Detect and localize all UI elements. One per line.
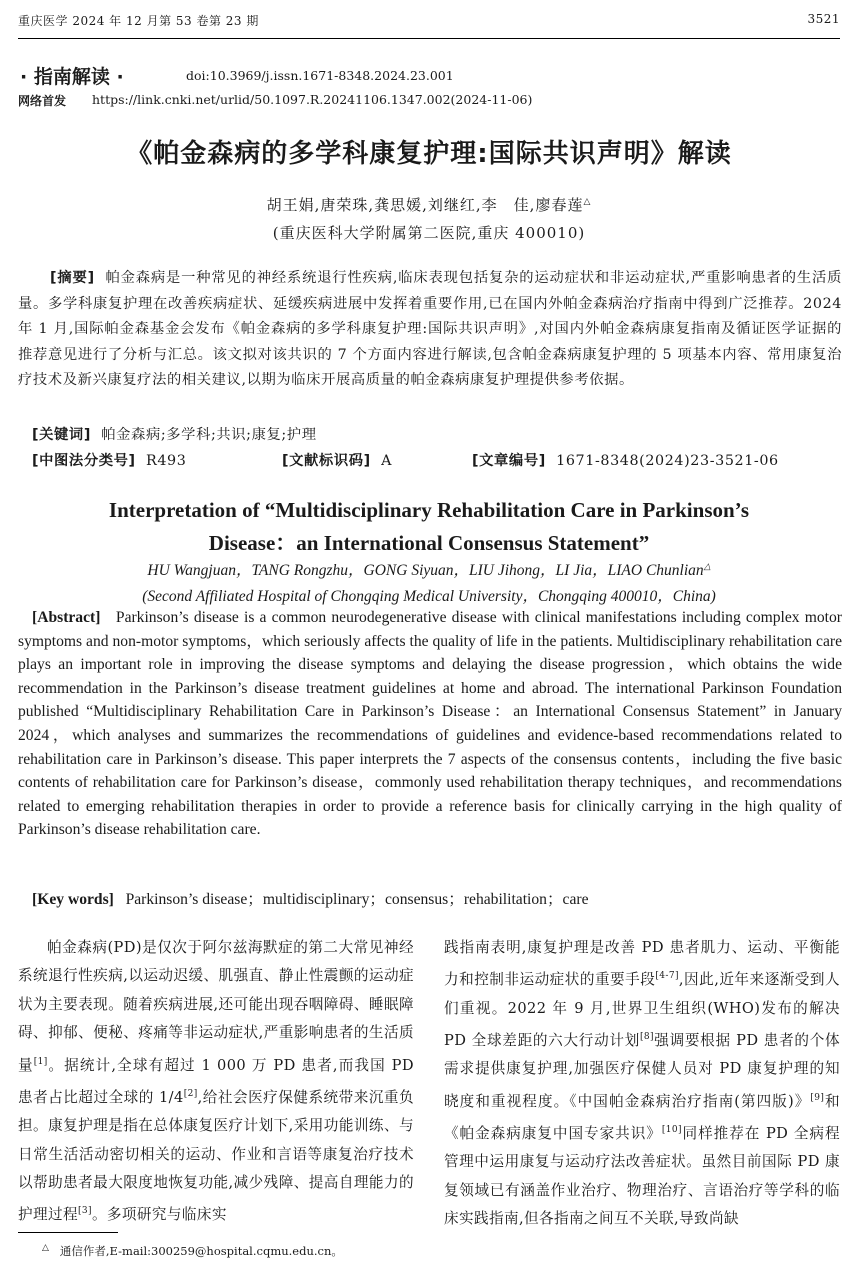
body-right-p5: 同样推荐在 PD 全病程管理中运用康复与运动疗法改善症状。虽然目前国际 PD 康复领域已有涵盖作业治疗、物理治疗、言语治疗等学科的临床实践指南,但各指南之间互不关联,导致尚缺 [444,1124,840,1228]
body-right-p2: ,因此,近年来逐渐受到人们重视。2022 年 9 月,世界卫生组织(WHO)发布的解决 PD 全球差距的六大行动计划 [444,971,840,1049]
title-en-line2: Disease：an International Consensus Statement” [208,531,650,555]
title-cn: 《帕金森病的多学科康复护理:国际共识声明》解读 [126,139,732,169]
keywords-en [32,887,589,909]
citation-3[interactable]: [3] [77,1206,92,1217]
doc-label: [文献标识码] [282,453,371,469]
online-url[interactable]: https://link.cnki.net/urlid/50.1097.R.20241106.1347.002(2024-11-06) [92,92,533,107]
document-code [282,450,392,470]
page-number: 3521 [807,12,840,26]
keywords-cn-text: 帕金森病;多学科;共识;康复;护理 [101,427,317,443]
body-column-left [18,934,414,1230]
footnote-text: 通信作者,E-mail:300259@hospital.cqmu.edu.cn。 [59,1244,343,1258]
art-label: [文章编号] [472,453,546,469]
abstract-en-label: [Abstract] [32,609,101,626]
clc-label: [中图法分类号] [32,453,136,469]
footnote [42,1243,343,1259]
body-left-p3: ,给社会医疗保健系统带来沉重负担。康复护理是指在总体康复医疗计划下,采用功能训练、与日常生活活动密切相关的运动、作业和言语等康复治疗技术以帮助患者最大限度地恢复功能,减少残障、提高自理能力的护理过程 [18,1088,415,1224]
art-value: 1671-8348(2024)23-3521-06 [556,453,779,469]
body-right-p1: 践指南表明,康复护理是改善 PD 患者肌力、运动、平衡能力和控制非运动症状的重要手段 [444,939,840,989]
clc-number [32,450,186,470]
abstract-cn-text: 帕金森病是一种常见的神经系统退行性疾病,临床表现包括复杂的运动症状和非运动症状,严重影响患者的生活质量。多学科康复护理在改善疾病症状、延缓疾病进展中发挥着重要作用,已在国内外帕金森病治疗指南中得到广泛推荐。2024 年 1 月,国际帕金森基金会发布《帕金森病的多学科康复护理:国际共识声明》,对国内外帕金森病康复指南及循证医学证据的推荐意见进行了分析与汇总。该文拟对该共识的 7 个方面内容进行解读,包含帕金森病康复护理的 5 项基本内容、常用康复治疗技术及新兴康复疗法的相关建议,以期为临床开展高质量的帕金森病康复护理提供参考依据。 [18,270,842,389]
abstract-en [18,606,842,842]
authors-cn-text: 胡王娟,唐荣珠,龚思媛,刘继红,李 佳,廖春莲 [266,196,584,214]
abstract-en-text: Parkinson’s disease is a common neurodegenerative disease with clinical manifestations including complex motor symptoms and non-motor symptoms，which seriously affects the quality of life in the patients. Multidisciplinary rehabilitation care plays an important role in improving the disease symptoms and delaying the disease progression，which obtains the wide recommendation in the Parkinson’s disease treatment guidelines at home and abroad. The international Parkinson Foundation published “Multidisciplinary Rehabilitation Care in Parkinson’s Disease：an International Consensus Statement” in January 2024，which analyses and summarizes the recommendations of guidelines and evidence-based recommendations related to rehabilitation care in Parkinson’s disease. This paper interprets the 7 aspects of the consensus contents，including the five basic contents of rehabilitation care for Parkinson’s disease，commonly used rehabilitation therapy techniques，and recommendations related to emerging rehabilitation therapies in order to provide a reference basis for clinically carrying in the high quality of Parkinson’s disease rehabilitation care. [18,609,842,839]
citation-2[interactable]: [2] [183,1088,198,1099]
citation-8[interactable]: [8] [640,1032,654,1043]
clc-value: R493 [145,453,187,469]
citation-9[interactable]: [9] [810,1092,825,1103]
corresponding-mark: △ [583,197,592,207]
title-en-line1: Interpretation of “Multidisciplinary Rehabilitation Care in Parkinson’s [108,498,750,522]
affiliation-cn: (重庆医科大学附属第二医院,重庆 400010) [272,224,586,242]
keywords-cn-label: [关键词] [32,427,91,443]
footnote-mark: △ [42,1243,49,1254]
online-first-label: 网络首发 [18,94,67,108]
header-rule [18,38,840,39]
body-left-p2: 。据统计,全球有超过 1 000 万 PD 患者,而我国 PD 患者占比超过全球的 1/4 [18,1056,414,1106]
column-tag: · 指南解读 · [20,66,124,88]
authors-en-text: HU Wangjuan，TANG Rongzhu，GONG Siyuan，LIU Jihong，LI Jia，LIAO Chunlian [147,562,704,579]
citation-4-7[interactable]: [4-7] [655,971,679,982]
body-column-right [444,934,840,1234]
abstract-cn [18,266,842,394]
authors-en [0,558,858,580]
journal-header: 重庆医学 2024 年 12 月第 53 卷第 23 期 [18,14,259,28]
body-left-p4: 。多项研究与临床实 [91,1206,227,1224]
keywords-en-text: Parkinson’s disease；multidisciplinary；consensus；rehabilitation；care [125,891,589,908]
doi[interactable]: doi:10.3969/j.issn.1671-8348.2024.23.001 [186,68,454,83]
affiliation-en: (Second Affiliated Hospital of Chongqing Medical University，Chongqing 400010，China) [142,588,716,605]
citation-10[interactable]: [10] [661,1125,682,1136]
article-number [472,450,779,470]
body-right-p4: 和《帕金森病康复中国专家共识》 [444,1092,841,1142]
title-en [0,494,858,560]
citation-1[interactable]: [1] [33,1056,48,1067]
body-left-p1: 帕金森病(PD)是仅次于阿尔兹海默症的第二大常见神经系统退行性疾病,以运动迟缓、肌强直、静止性震颤的运动症状为主要表现。随着疾病进展,还可能出现吞咽障碍、睡眠障碍、抑郁、便秘、疼痛等非运动症状,严重影响患者的生活质量 [18,939,414,1074]
doc-value: A [381,453,392,469]
abstract-cn-label: [摘要] [50,270,95,286]
keywords-cn [32,424,317,444]
footnote-rule [18,1232,118,1233]
keywords-en-label: [Key words] [32,891,114,908]
corresponding-mark-en: △ [703,560,711,571]
authors-cn [0,194,858,215]
body-right-p3: 强调要根据 PD 患者的个体需求提供康复护理,加强医疗保健人员对 PD 康复护理的知晓度和重视程度。《中国帕金森病治疗指南(第四版)》 [444,1031,840,1110]
